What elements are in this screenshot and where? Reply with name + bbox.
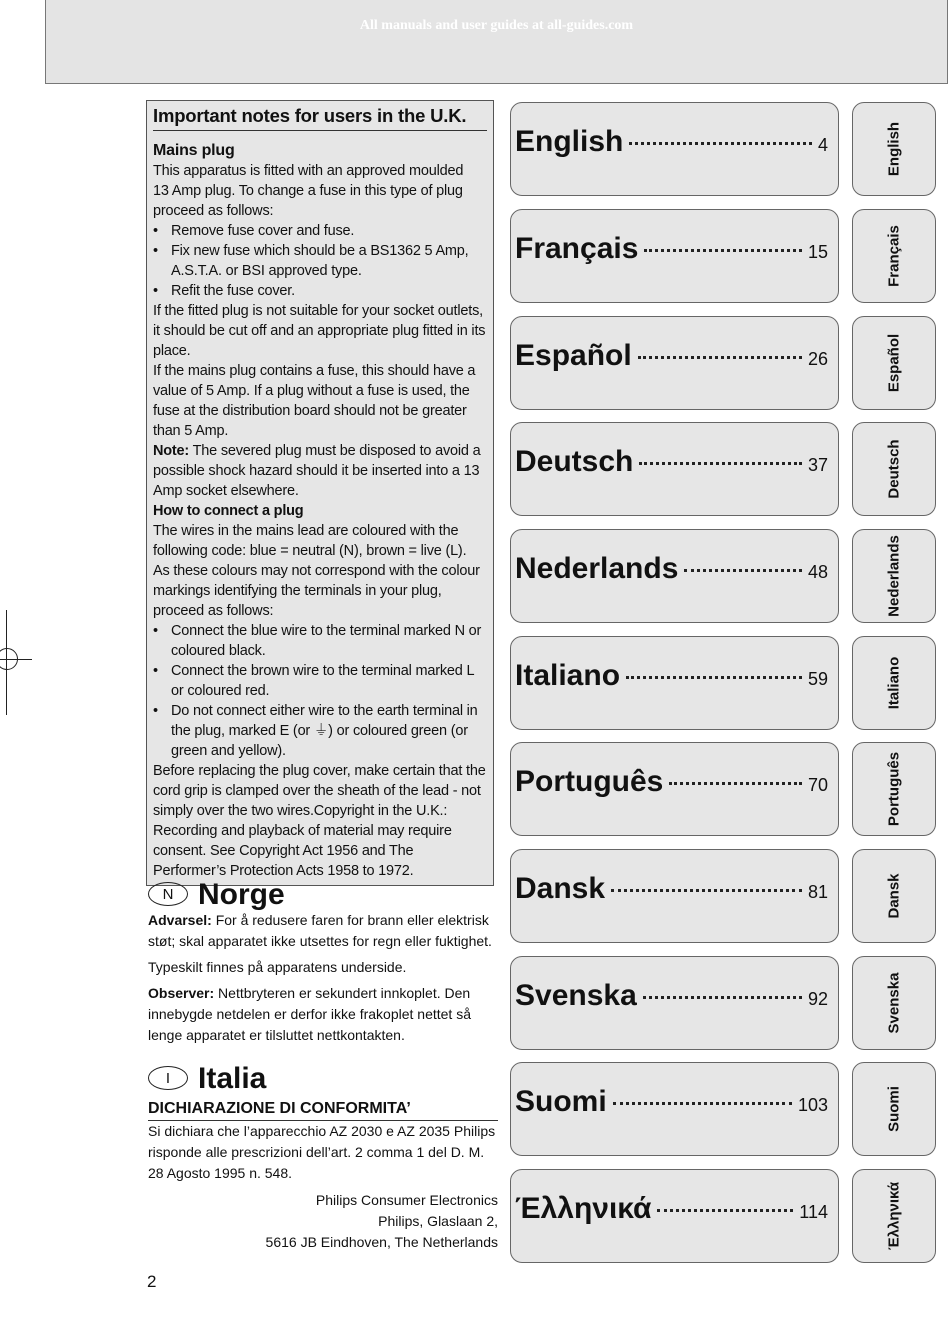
language-button-nederlands[interactable] <box>510 529 839 623</box>
language-page-number: 59 <box>807 669 828 689</box>
language-button-francais[interactable] <box>510 209 839 303</box>
language-page-number: 92 <box>807 989 828 1009</box>
side-tab-dansk[interactable] <box>852 849 936 943</box>
address-line: Philips, Glaslaan 2, <box>378 1213 498 1229</box>
norge-header <box>148 877 498 911</box>
bullet-item: • Refit the fuse cover. <box>153 281 487 301</box>
side-tab-svenska[interactable] <box>852 956 936 1050</box>
language-name: Έλληνικά <box>515 1192 652 1225</box>
language-page-number: 4 <box>817 135 828 155</box>
address-line: Philips Consumer Electronics <box>315 1192 498 1208</box>
tab-label: Français <box>885 225 903 287</box>
language-name: Português <box>515 765 664 798</box>
tab-label: Suomi <box>885 1086 903 1132</box>
advarsel-paragraph <box>148 910 498 952</box>
language-button-suomi[interactable] <box>510 1062 839 1156</box>
language-button-greek[interactable] <box>510 1169 839 1263</box>
norge-title: Norge <box>198 877 285 911</box>
header-text: All manuals and user guides at all-guides.com <box>359 18 634 33</box>
conformity-text: Si dichiara che l’apparecchio AZ 2030 e AZ 2035 Philips risponde alle prescrizioni dell’art. 2 comma 1 del D. M. 28 Agosto 1995 n. 548. <box>148 1123 496 1181</box>
tab-label: Italiano <box>885 656 903 710</box>
language-page-number: 37 <box>807 455 828 475</box>
side-tab-francais[interactable] <box>852 209 936 303</box>
side-tab-suomi[interactable] <box>852 1062 936 1156</box>
bullet-item: • Do not connect either wire to the earth terminal in the plug, marked E (or ⏚) or coloured green (or green and yellow). <box>153 701 487 761</box>
norge-section <box>148 877 498 1051</box>
language-button-english[interactable] <box>510 102 839 196</box>
language-page-number: 70 <box>807 775 828 795</box>
observer-paragraph <box>148 983 498 1046</box>
mains-plug-intro <box>153 161 487 221</box>
tab-label: Svenska <box>885 972 903 1034</box>
observer-text: Nettbryteren er sekundert innkoplet. Den innebygde netdelen er derfor ikke frakoplet nettet så lenge apparatet er tilsluttet nettkontakten. <box>148 985 471 1043</box>
italia-title: Italia <box>198 1061 267 1095</box>
language-page-number: 103 <box>797 1095 828 1115</box>
intro-line: 13 Amp plug. To change a fuse in this type of plug <box>153 183 463 199</box>
site-header-banner <box>45 0 948 84</box>
side-tab-italiano[interactable] <box>852 636 936 730</box>
paragraph: As these colours may not correspond with the colour markings identifying the terminals in your plug, proceed as follows: <box>153 563 480 619</box>
dot-leader <box>639 462 802 465</box>
paragraph: If the mains plug contains a fuse, this should have a value of 5 Amp. If a plug without a fuse is used, the fuse at the distribution board should not be greater than 5 Amp. <box>153 363 476 439</box>
crop-mark-circle <box>0 648 18 670</box>
language-button-italiano[interactable] <box>510 636 839 730</box>
note-text: The severed plug must be disposed to avoid a possible shock hazard should it be inserted into a 13 Amp socket elsewhere. <box>153 443 481 499</box>
language-name: Deutsch <box>515 445 634 478</box>
tab-label: Έλληνικά <box>885 1181 903 1251</box>
language-name: Italiano <box>515 659 621 692</box>
tab-label: Deutsch <box>885 439 903 499</box>
side-tab-deutsch[interactable] <box>852 422 936 516</box>
dot-leader <box>669 782 802 785</box>
connect-plug-heading: How to connect a plug <box>153 503 304 519</box>
manufacturer-address <box>148 1190 498 1253</box>
language-name: English <box>515 125 624 158</box>
dot-leader <box>643 996 802 999</box>
paragraph: Before replacing the plug cover, make certain that the cord grip is clamped over the sheath of the lead - not simply over the two wires.Copyright in the U.K.: Recording and playback of material may require consent. See Copyright Act 1956 and The Performer’s Protection Acts 1958 to 1972. <box>153 763 486 879</box>
language-name: Nederlands <box>515 552 679 585</box>
bullet-item: • Fix new fuse which should be a BS1362 5 Amp, A.S.T.A. or BSI approved type. <box>153 241 487 281</box>
language-name: Svenska <box>515 979 637 1012</box>
observer-label: Observer: <box>148 985 215 1001</box>
tab-label: Português <box>885 751 903 827</box>
language-page-number: 114 <box>799 1202 828 1222</box>
bullet-item: • Connect the blue wire to the terminal marked N or coloured black. <box>153 621 487 661</box>
intro-line: This apparatus is fitted with an approved moulded <box>153 163 464 179</box>
paragraph: The wires in the mains lead are coloured with the following code: blue = neutral (N), brown = live (L). <box>153 523 467 559</box>
typeskilt-paragraph: Typeskilt finnes på apparatens underside. <box>148 959 407 975</box>
note-label: Note: <box>153 443 190 459</box>
advarsel-label: Advarsel: <box>148 912 212 928</box>
italia-header <box>148 1061 498 1095</box>
language-page-number: 26 <box>807 349 828 369</box>
language-button-svenska[interactable] <box>510 956 839 1050</box>
advarsel-text: For å redusere faren for brann eller elektrisk støt; skal apparatet ikke utsettes for regn eller fuktighet. <box>148 912 492 949</box>
dot-leader <box>629 142 812 145</box>
dot-leader <box>626 676 802 679</box>
side-tab-english[interactable] <box>852 102 936 196</box>
tab-label: English <box>885 121 903 177</box>
language-name: Dansk <box>515 872 606 905</box>
page-number: 2 <box>147 1272 157 1291</box>
side-tab-espanol[interactable] <box>852 316 936 410</box>
language-page-number: 15 <box>807 242 828 262</box>
bullet-item: • Connect the brown wire to the terminal marked L or coloured red. <box>153 661 487 701</box>
country-letter-badge: I <box>148 1066 188 1090</box>
side-tab-portugues[interactable] <box>852 742 936 836</box>
language-page-number: 81 <box>807 882 828 902</box>
language-name: Español <box>515 339 632 372</box>
side-tab-greek[interactable] <box>852 1169 936 1263</box>
language-name: Suomi <box>515 1085 607 1118</box>
tab-label: Dansk <box>885 873 903 919</box>
dot-leader <box>644 249 802 252</box>
tab-label: Español <box>885 333 903 393</box>
mains-plug-heading: Mains plug <box>153 142 235 159</box>
language-button-portugues[interactable] <box>510 742 839 836</box>
side-tab-nederlands[interactable] <box>852 529 936 623</box>
uk-notes-title: Important notes for users in the U.K. <box>153 104 487 131</box>
language-button-dansk[interactable] <box>510 849 839 943</box>
language-button-espanol[interactable] <box>510 316 839 410</box>
tab-label: Nederlands <box>885 535 903 617</box>
dot-leader <box>613 1102 792 1105</box>
paragraph: If the fitted plug is not suitable for your socket outlets, it should be cut off and an appropriate plug fitted in its place. <box>153 303 486 359</box>
dot-leader <box>657 1209 793 1212</box>
intro-line: proceed as follows: <box>153 203 274 219</box>
dot-leader <box>611 889 802 892</box>
address-line: 5616 JB Eindhoven, The Netherlands <box>265 1234 498 1250</box>
italia-section <box>148 1061 498 1253</box>
country-letter-badge: N <box>148 882 188 906</box>
uk-notes-box <box>146 100 494 886</box>
bullet-item: • Remove fuse cover and fuse. <box>153 221 487 241</box>
note-paragraph <box>153 441 487 501</box>
language-page-number: 48 <box>807 562 828 582</box>
conformity-heading: DICHIARAZIONE DI CONFORMITA’ <box>148 1098 498 1121</box>
dot-leader <box>638 356 802 359</box>
language-name: Français <box>515 232 639 265</box>
language-button-deutsch[interactable] <box>510 422 839 516</box>
dot-leader <box>684 569 802 572</box>
